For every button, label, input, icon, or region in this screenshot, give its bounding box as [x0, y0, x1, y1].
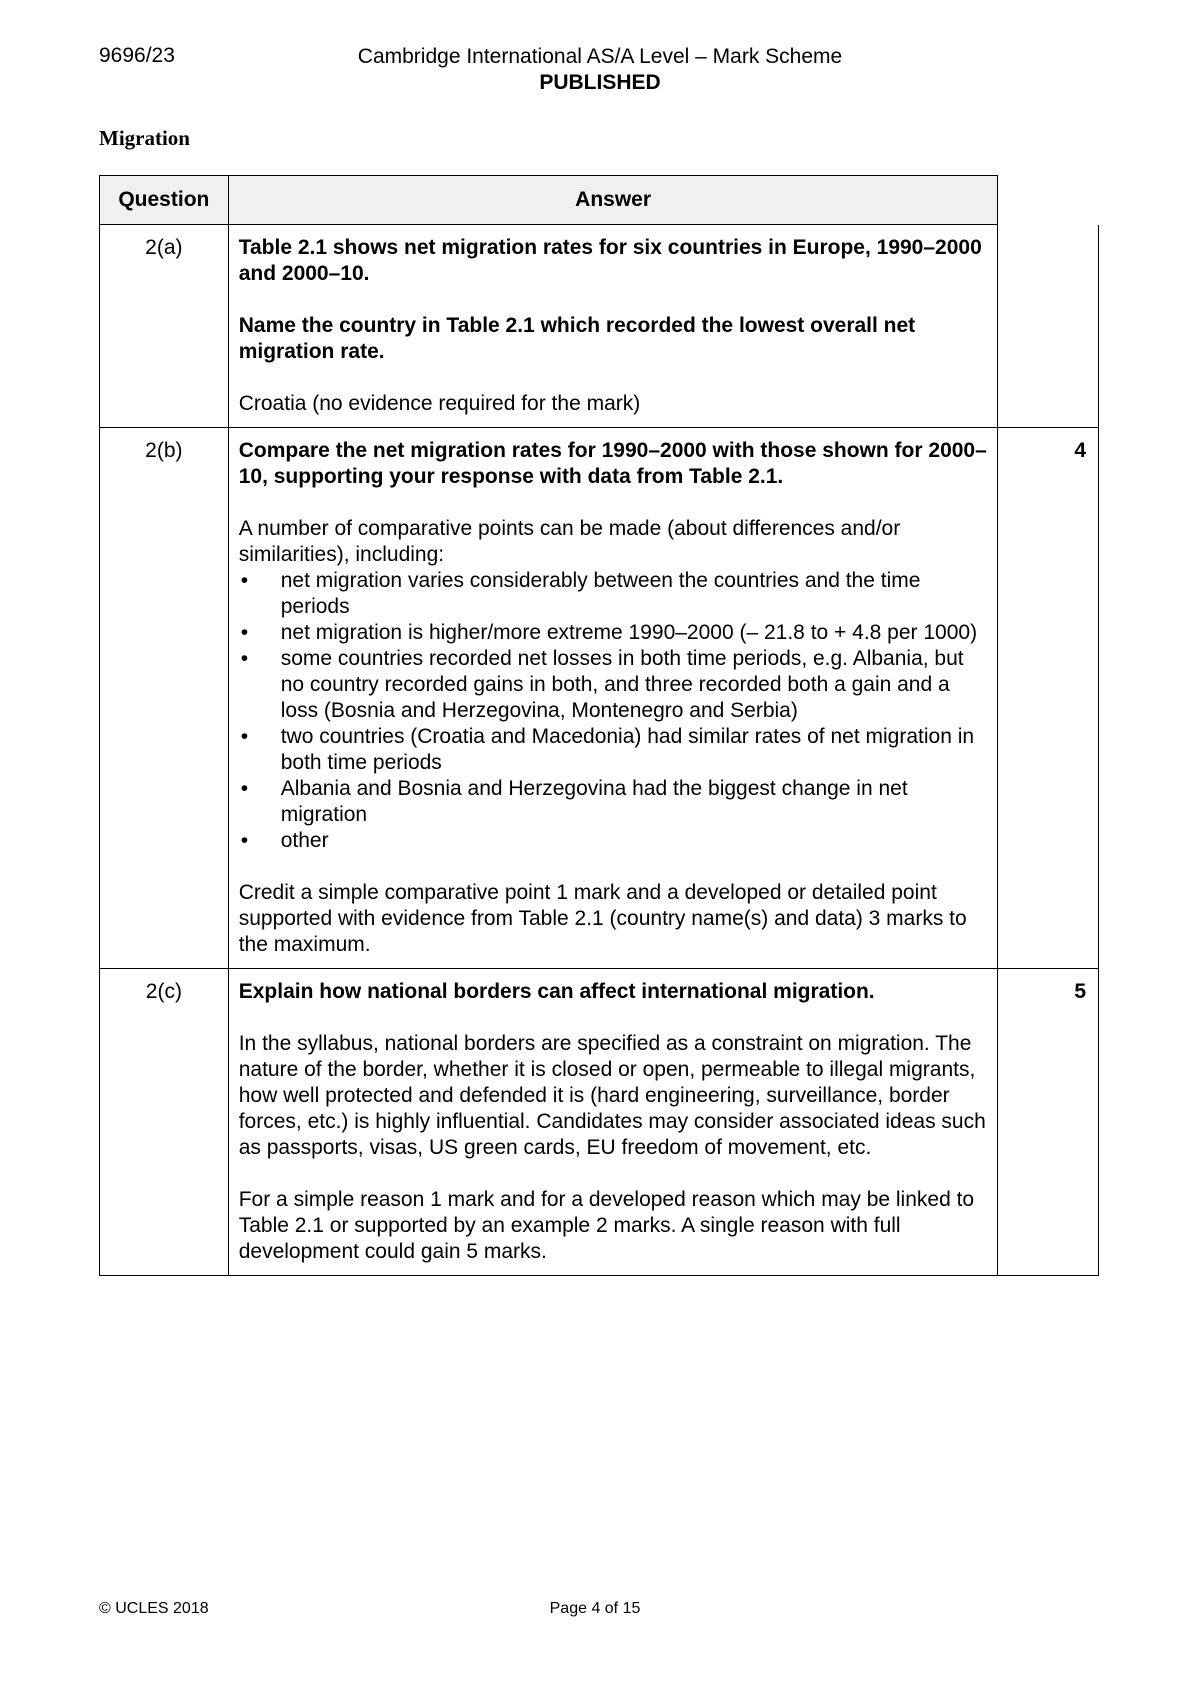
document-code: 9696/23: [99, 44, 175, 67]
document-header: [300, 44, 900, 96]
table-row: [100, 969, 1099, 1276]
bullet-list: [239, 568, 988, 854]
copyright-notice: © UCLES 2018: [99, 1600, 209, 1617]
column-header-marks: [998, 176, 1099, 225]
question-number: 2(a): [100, 225, 229, 428]
marks-cell: 5: [998, 969, 1099, 1276]
answer-text: Croatia (no evidence required for the mark): [238, 392, 641, 415]
section-title: Migration: [99, 126, 190, 150]
answer-cell: [228, 969, 998, 1276]
list-item: • some countries recorded net losses in both time periods, e.g. Albania, but no country recorded gains in both, and three recorded both a gain and a loss (Bosnia and Herzegovina, Montenegro and Serbia): [239, 646, 988, 724]
table-row: [100, 428, 1099, 969]
list-item: • net migration varies considerably between the countries and the time periods: [239, 568, 988, 620]
question-prompt: Name the country in Table 2.1 which recorded the lowest overall net migration rate.: [238, 314, 916, 363]
publication-status: PUBLISHED: [539, 71, 661, 94]
list-item: • Albania and Bosnia and Herzegovina had the biggest change in net migration: [239, 776, 988, 828]
answer-intro: A number of comparative points can be made (about differences and/or similarities), including:: [238, 517, 901, 566]
credit-guidance: For a simple reason 1 mark and for a developed reason which may be linked to Table 2.1 or supported by an example 2 marks. A single reason with full development could gain 5 marks.: [238, 1188, 975, 1263]
question-prompt: Table 2.1 shows net migration rates for six countries in Europe, 1990–2000 and 2000–10.: [238, 236, 982, 285]
credit-guidance: Credit a simple comparative point 1 mark and a developed or detailed point supported with evidence from Table 2.1 (country name(s) and data) 3 marks to the maximum.: [238, 881, 967, 956]
table-header-row: [100, 176, 1099, 225]
column-header-answer: Answer: [228, 176, 998, 225]
question-prompt: Explain how national borders can affect international migration.: [238, 980, 875, 1003]
list-item: • other: [239, 828, 988, 854]
question-number: 2(c): [100, 969, 229, 1276]
question-number: 2(b): [100, 428, 229, 969]
list-item: • net migration is higher/more extreme 1990–2000 (– 21.8 to + 4.8 per 1000): [239, 620, 988, 646]
marks-cell: 4: [998, 428, 1099, 969]
list-item: • two countries (Croatia and Macedonia) had similar rates of net migration in both time periods: [239, 724, 988, 776]
answer-text: In the syllabus, national borders are specified as a constraint on migration. The nature of the border, whether it is closed or open, permeable to illegal migrants, how well protected and defended it is (hard engineering, surveillance, border forces, etc.) is highly influential. Candidates may consider associated ideas such as passports, visas, US green cards, EU freedom of movement, etc.: [238, 1032, 986, 1159]
question-prompt: Compare the net migration rates for 1990–2000 with those shown for 2000–10, supporting your response with data from Table 2.1.: [238, 439, 987, 488]
document-title: Cambridge International AS/A Level – Mark Scheme: [357, 45, 843, 68]
marks-cell: [998, 225, 1099, 428]
table-row: [100, 225, 1099, 428]
column-header-question: Question: [100, 176, 229, 225]
page-number: Page 4 of 15: [549, 1600, 641, 1617]
answer-cell: [228, 225, 998, 428]
mark-scheme-table: [99, 175, 1099, 1276]
answer-cell: [228, 428, 998, 969]
